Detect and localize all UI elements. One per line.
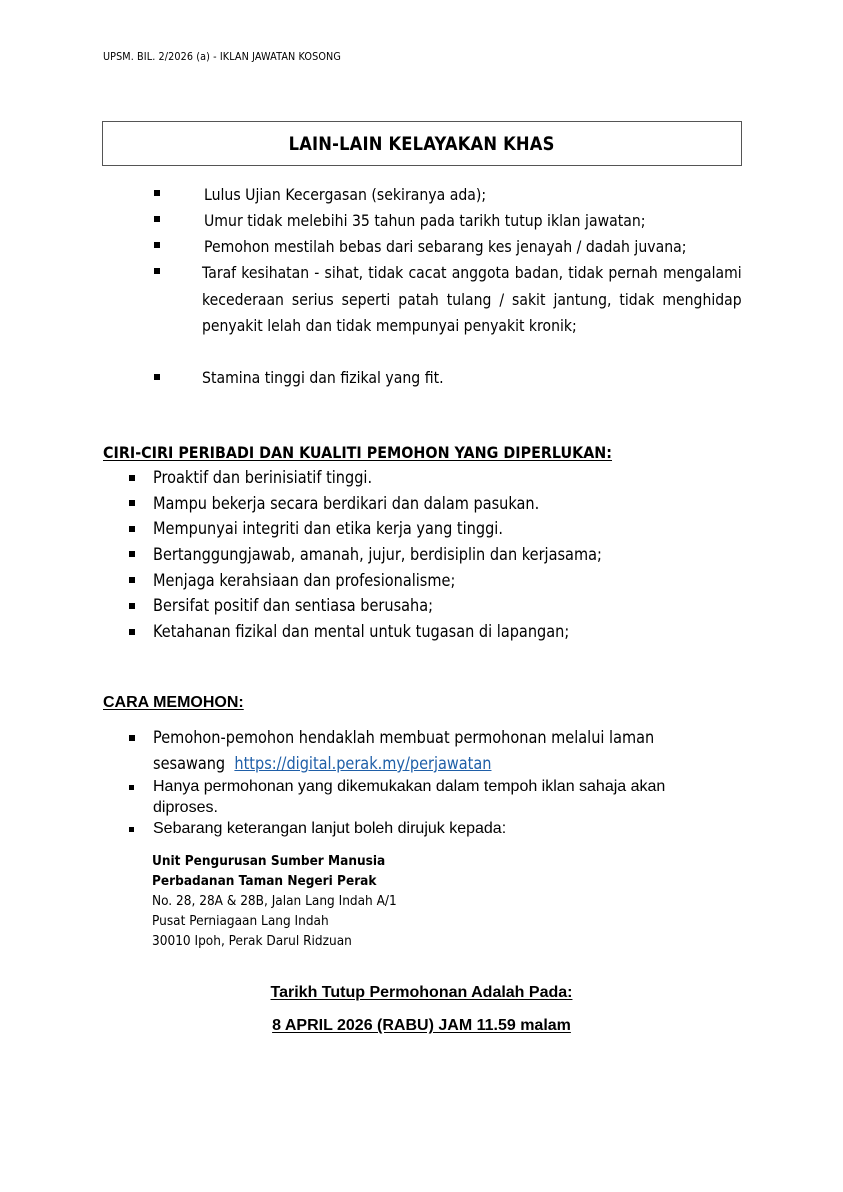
list-item: Pemohon mestilah bebas dari sebarang kes jenayah / dadah juvana;	[204, 237, 687, 256]
section-title: LAIN-LAIN KELAYAKAN KHAS	[289, 132, 555, 155]
bullet-icon	[129, 475, 135, 481]
address-area: Pusat Perniagaan Lang Indah	[152, 913, 329, 929]
list-item: Lulus Ujian Kecergasan (sekiranya ada);	[204, 185, 487, 204]
bullet-icon	[129, 526, 135, 532]
bullet-icon	[129, 785, 134, 790]
cara-memohon-heading: CARA MEMOHON:	[103, 694, 244, 711]
bullet-icon	[129, 735, 135, 741]
application-website-link[interactable]: https://digital.perak.my/perjawatan	[234, 754, 492, 773]
address-city: 30010 Ipoh, Perak Darul Ridzuan	[152, 933, 352, 949]
closing-date-label: Tarikh Tutup Permohonan Adalah Pada:	[270, 984, 573, 1001]
list-item: Taraf kesihatan - sihat, tidak cacat anggota badan, tidak pernah mengalami kecederaan serius seperti patah tulang / sakit jantung, tidak menghidap penyakit lelah dan tidak mempunyai penyakit kronik;	[202, 263, 742, 335]
bullet-icon	[154, 216, 160, 222]
ciri-ciri-heading: CIRI-CIRI PERIBADI DAN KUALITI PEMOHON YANG DIPERLUKAN:	[103, 443, 613, 462]
list-item: Bertanggungjawab, amanah, jujur, berdisiplin dan kerjasama;	[153, 545, 602, 564]
bullet-icon	[129, 577, 135, 583]
list-item: Sebarang keterangan lanjut boleh dirujuk kepada:	[153, 820, 507, 837]
list-item: Mampu bekerja secara berdikari dan dalam pasukan.	[153, 494, 540, 513]
website-prefix: sesawang	[153, 754, 226, 773]
list-item: Umur tidak melebihi 35 tahun pada tarikh tutup iklan jawatan;	[204, 211, 646, 230]
address-organisation: Perbadanan Taman Negeri Perak	[152, 873, 377, 889]
bullet-icon	[154, 242, 160, 248]
list-item: Menjaga kerahsiaan dan profesionalisme;	[153, 571, 456, 590]
bullet-icon	[129, 629, 135, 635]
list-item: Mempunyai integriti dan etika kerja yang tinggi.	[153, 519, 503, 538]
list-item: Proaktif dan berinisiatif tinggi.	[153, 468, 373, 487]
section-title-box	[102, 121, 742, 166]
closing-date: 8 APRIL 2026 (RABU) JAM 11.59 malam	[272, 1017, 571, 1034]
list-item: Pemohon-pemohon hendaklah membuat permohonan melalui laman	[153, 728, 655, 747]
list-item: Ketahanan fizikal dan mental untuk tugasan di lapangan;	[153, 622, 570, 641]
bullet-icon	[154, 268, 160, 274]
list-item: Bersifat positif dan sentiasa berusaha;	[153, 596, 434, 615]
document-reference-header: UPSM. BIL. 2/2026 (a) - IKLAN JAWATAN KOSONG	[103, 51, 341, 63]
list-item: Stamina tinggi dan fizikal yang fit.	[202, 368, 444, 387]
address-unit: Unit Pengurusan Sumber Manusia	[152, 853, 386, 869]
address-street: No. 28, 28A & 28B, Jalan Lang Indah A/1	[152, 893, 397, 909]
bullet-icon	[129, 827, 134, 832]
bullet-icon	[129, 551, 135, 557]
list-item: Hanya permohonan yang dikemukakan dalam tempoh iklan sahaja akan	[153, 778, 666, 795]
bullet-icon	[129, 500, 135, 506]
closing-date-row	[0, 1017, 843, 1035]
closing-date-label-row	[0, 984, 843, 1002]
bullet-icon	[129, 603, 135, 609]
bullet-icon	[154, 190, 160, 196]
list-item-continuation	[153, 754, 491, 773]
bullet-icon	[154, 374, 160, 380]
list-item-continuation: diproses.	[153, 799, 218, 816]
